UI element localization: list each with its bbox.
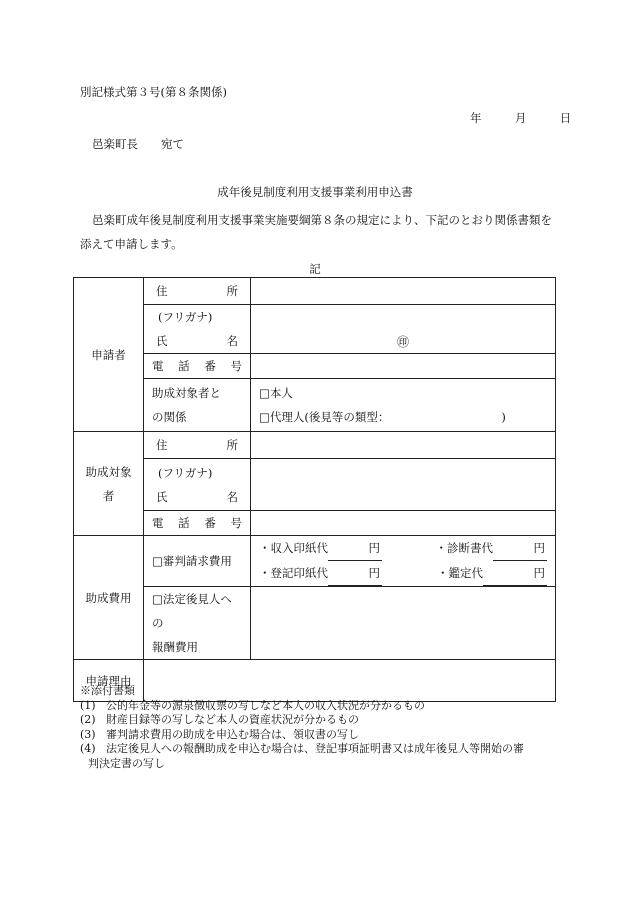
registration-stamp-label: ・登記印紙代	[259, 566, 328, 580]
application-form-table	[73, 277, 556, 702]
item-number: (2)	[80, 713, 96, 726]
registration-stamp-amount[interactable]: 円	[328, 561, 382, 586]
recipient: 邑楽町長 宛て	[92, 137, 184, 151]
option-agent-label: □代理人(後見等の類型：	[259, 410, 390, 424]
list-item	[80, 728, 524, 743]
table-row	[74, 511, 556, 536]
item-number: (1)	[80, 698, 96, 712]
attachments-heading: ※添付書類	[80, 684, 135, 697]
label-char: 氏	[156, 334, 168, 348]
guardian-fee-checkbox[interactable]	[144, 587, 251, 660]
attachments-section	[80, 684, 524, 771]
list-item	[80, 742, 524, 757]
table-row	[74, 379, 556, 432]
option-agent-checkbox[interactable]	[259, 405, 547, 429]
relation-label-line1: 助成対象者と	[152, 386, 221, 400]
table-row	[74, 587, 556, 660]
ki-heading: 記	[309, 262, 321, 276]
date-month-label: 月	[514, 111, 527, 125]
trial-fee-breakdown	[251, 536, 556, 587]
applicant-name-field[interactable]	[251, 305, 556, 354]
table-row	[74, 459, 556, 511]
relation-field	[251, 379, 556, 432]
date-day-label: 日	[559, 111, 572, 125]
subject-phone-field[interactable]	[251, 511, 556, 536]
label-char: 所	[226, 284, 238, 298]
furigana-label: (フリガナ)	[158, 310, 213, 324]
list-item	[80, 699, 524, 714]
revenue-stamp-label: ・収入印紙代	[259, 541, 328, 555]
intro-text: 邑楽町成年後見制度利用支援事業実施要綱第８条の規定により、下記のとおり関係書類を添えて申請します。	[80, 213, 552, 251]
subject-category-line1: 助成対象	[85, 464, 132, 479]
guardian-fee-line1: □法定後見人への	[152, 592, 232, 630]
label-char: 住	[156, 284, 168, 298]
furigana-label: (フリガナ)	[158, 465, 213, 480]
item-text: 公的年金等の源泉徴収票の写しなど本人の収入状況が分かるもの	[106, 698, 425, 712]
diagnosis-amount[interactable]: 円	[493, 536, 547, 561]
table-row	[74, 354, 556, 379]
option-self-checkbox[interactable]: □本人	[259, 386, 293, 400]
item-text: 審判請求費用の助成を申込む場合は、領収書の写し	[106, 727, 359, 741]
option-agent-close: )	[501, 410, 506, 424]
applicant-phone-label: 電 話 番 号	[144, 354, 251, 379]
reason-category: 申請理由	[74, 660, 144, 702]
table-row	[74, 305, 556, 354]
trial-fee-checkbox[interactable]: □審判請求費用	[144, 536, 251, 587]
applicant-address-field[interactable]	[251, 278, 556, 305]
subject-name-field[interactable]	[251, 459, 556, 511]
applicant-category: 申請者	[74, 278, 144, 432]
revenue-stamp-amount[interactable]: 円	[328, 536, 382, 561]
item-number: (3)	[80, 727, 96, 741]
seal-mark: ㊞	[396, 334, 409, 349]
appraisal-amount[interactable]: 円	[483, 561, 547, 586]
item-text: 財産目録等の写しなど本人の資産状況が分かるもの	[106, 713, 359, 726]
guardian-fee-field[interactable]	[251, 587, 556, 660]
appraisal-label: ・鑑定代	[437, 566, 483, 580]
item-number: (4)	[80, 742, 96, 755]
table-row	[74, 278, 556, 305]
applicant-address-label	[144, 278, 251, 305]
diagnosis-label: ・診断書代	[435, 541, 493, 555]
applicant-name-label	[144, 305, 251, 354]
relation-label	[144, 379, 251, 432]
list-item	[80, 713, 524, 728]
table-row	[74, 536, 556, 587]
date-year-label: 年	[470, 111, 482, 125]
applicant-phone-field[interactable]	[251, 354, 556, 379]
subject-name-label: (フリガナ) 氏 名	[144, 459, 251, 511]
subject-phone-label: 電 話 番 号	[144, 511, 251, 536]
guardian-fee-line2: 報酬費用	[152, 640, 198, 654]
subject-category-line2: 者	[102, 488, 115, 503]
subject-address-field[interactable]	[251, 432, 556, 459]
form-number: 別記様式第３号(第８条関係)	[80, 85, 227, 99]
item-text: 法定後見人への報酬助成を申込む場合は、登記事項証明書又は成年後見人等開始の審	[106, 742, 524, 755]
subject-category	[74, 432, 144, 536]
table-row	[74, 432, 556, 459]
label-char: 名	[226, 334, 238, 348]
costs-category: 助成費用	[74, 536, 144, 660]
item-continuation: 判決定書の写し	[88, 756, 165, 770]
page-title: 成年後見制度利用支援事業利用申込書	[217, 185, 413, 199]
relation-label-line2: の関係	[152, 410, 187, 424]
subject-address-label: 住 所	[144, 432, 251, 459]
date-line	[470, 110, 571, 126]
